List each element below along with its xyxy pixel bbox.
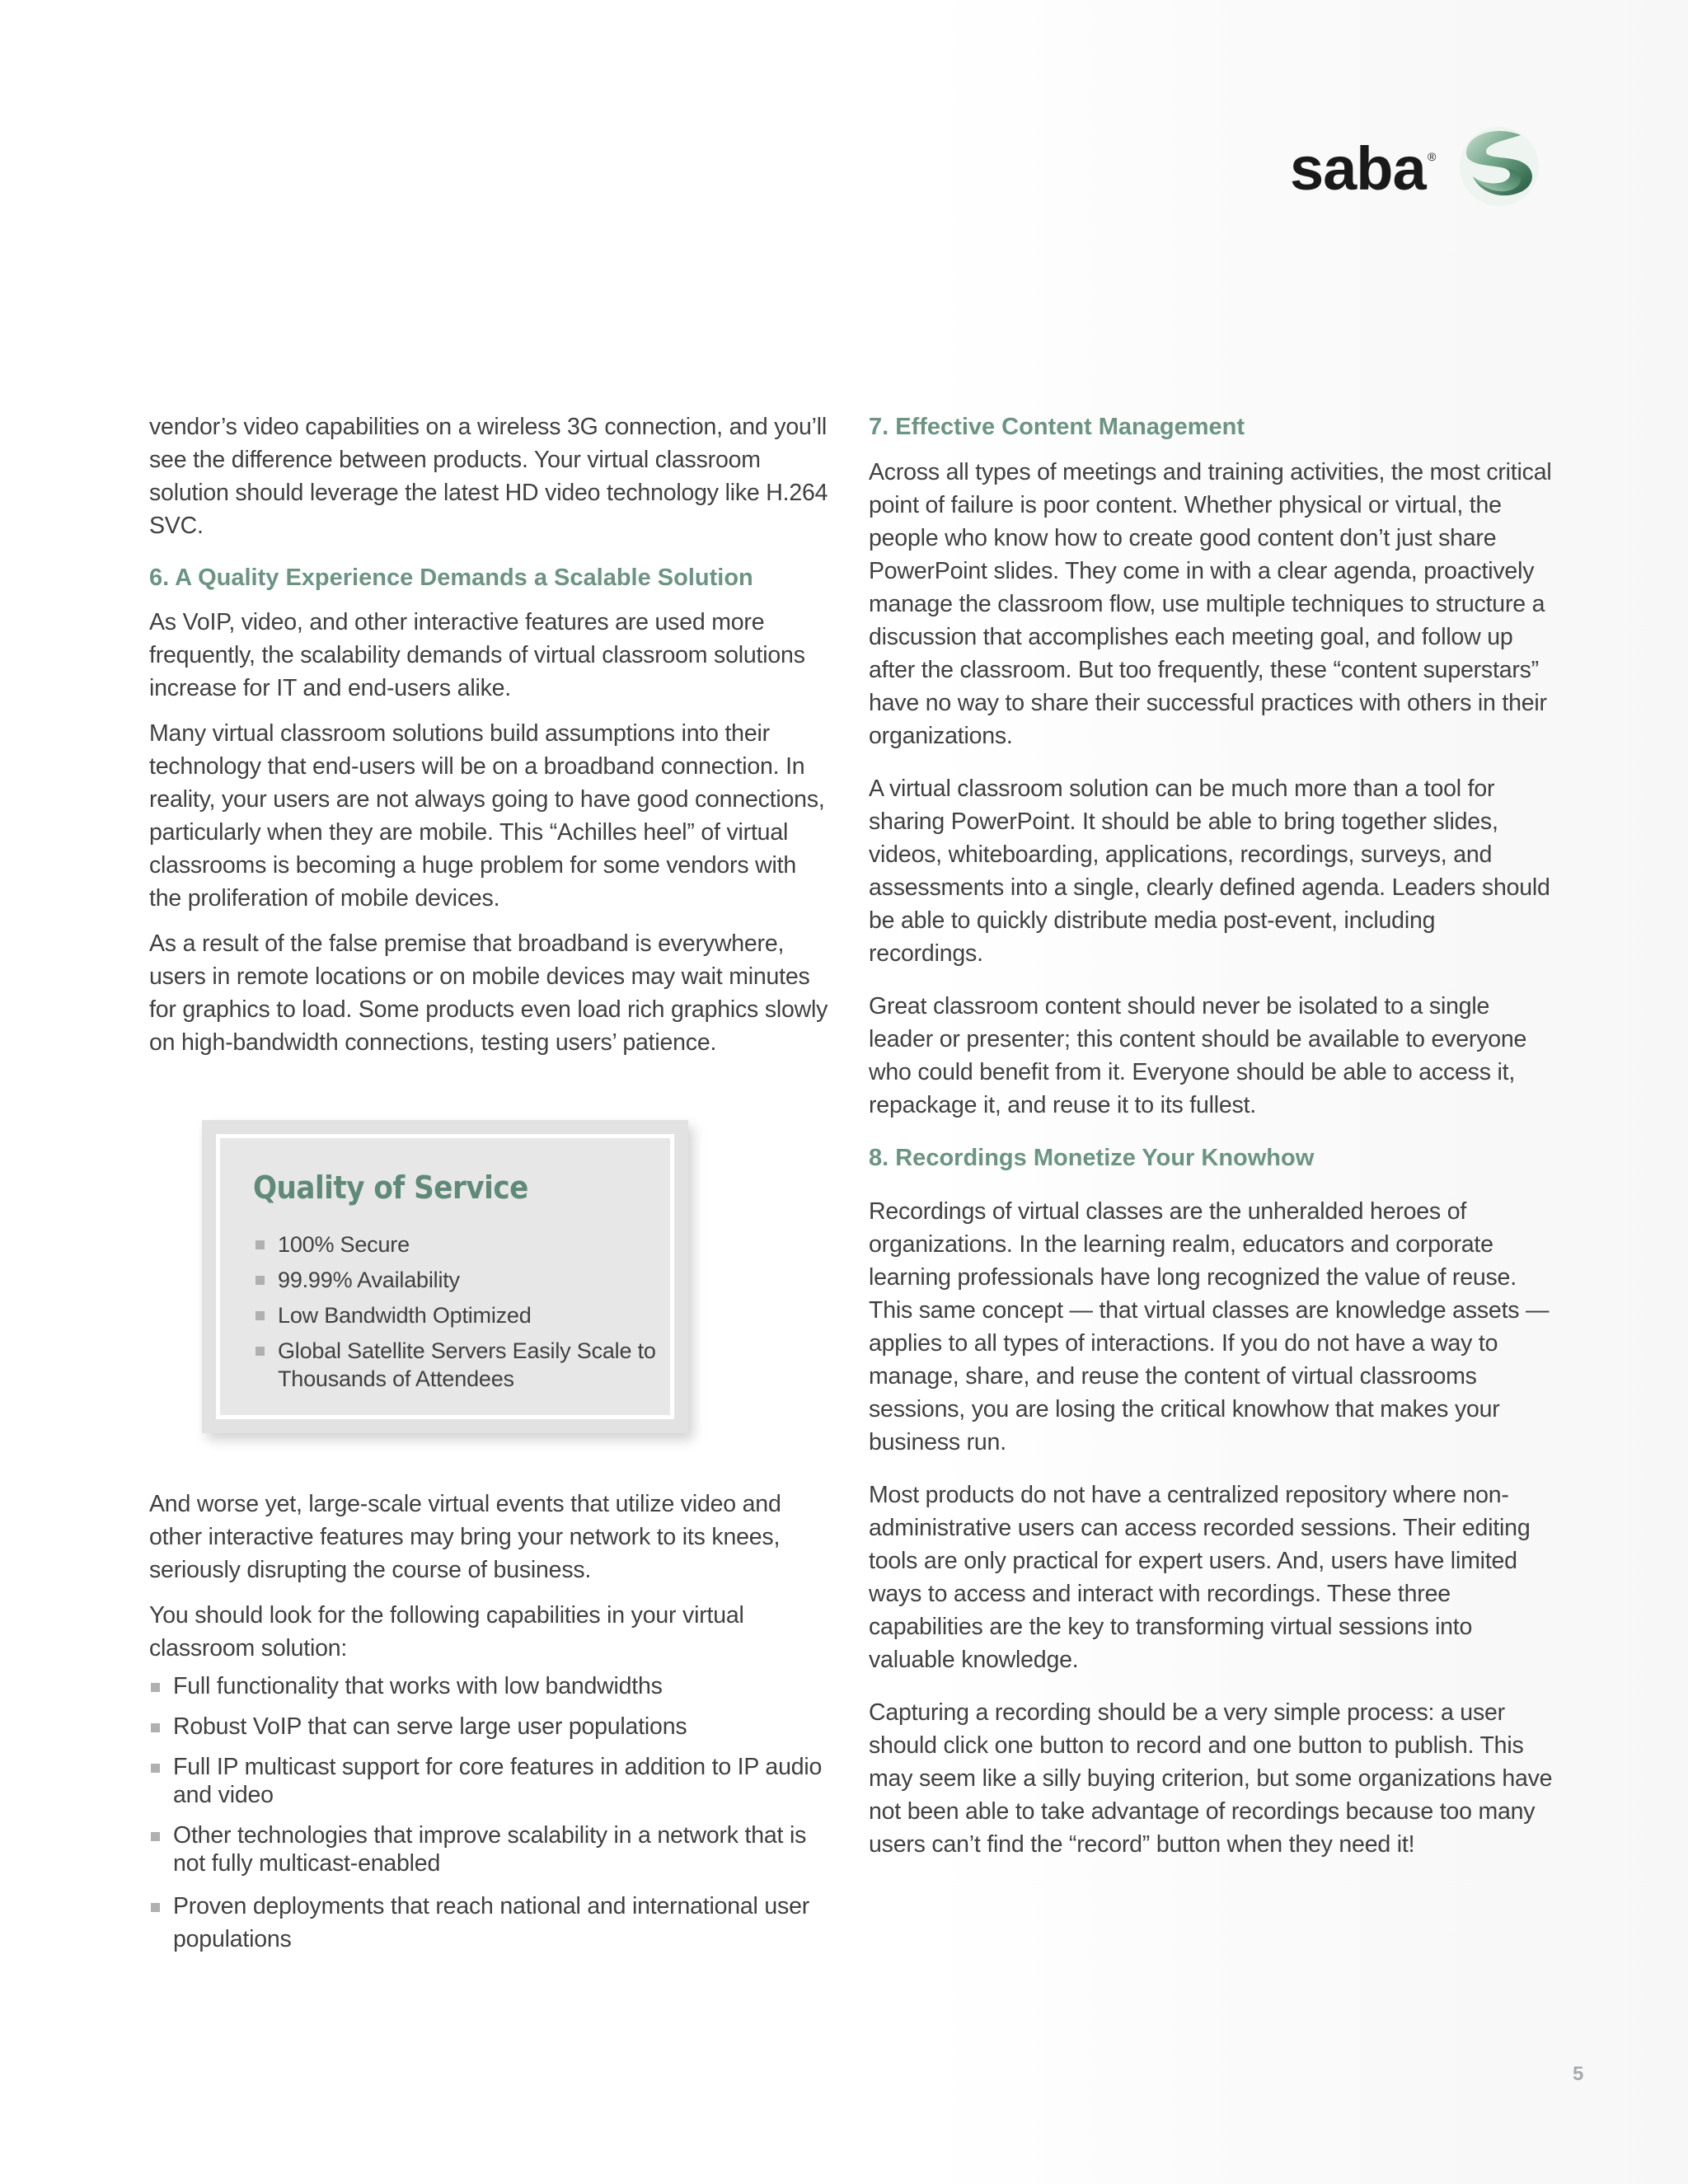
bullet-square-icon bbox=[256, 1240, 265, 1249]
bullet-square-icon bbox=[151, 1723, 160, 1732]
capability-item: Other technologies that improve scalability in a network that is not fully multicast-enabled bbox=[149, 1821, 833, 1877]
capability-item: Proven deployments that reach national and international user populations bbox=[149, 1890, 833, 1956]
section-7-paragraph-2: A virtual classroom solution can be much more than a tool for sharing PowerPoint. It should be able to bring together slides, videos, whiteboarding, applications, recordings, surveys, and assessments into a single, clearly defined agenda. Leaders should be able to quickly distribute media post-event, including recordings. bbox=[869, 776, 1550, 967]
bullet-square-icon bbox=[151, 1764, 160, 1773]
capability-item: Full functionality that works with low bandwidths bbox=[149, 1672, 833, 1700]
after-box-paragraph-1: And worse yet, large-scale virtual events that utilize video and other interactive features may bring your network to its knees, seriously disrupting the course of business. bbox=[149, 1491, 781, 1583]
capabilities-list bbox=[149, 1672, 833, 1956]
right-column bbox=[869, 410, 1553, 1861]
capability-item: Full IP multicast support for core features in addition to IP audio and video bbox=[149, 1753, 833, 1809]
intro-paragraph: vendor’s video capabilities on a wireless 3G connection, and you’ll see the difference between products. Your virtual classroom solution should leverage the latest HD video technology like H.264 SVC. bbox=[149, 414, 828, 539]
qos-item: 99.99% Availability bbox=[253, 1266, 665, 1294]
page-number: 5 bbox=[1573, 2063, 1584, 2085]
bullet-square-icon bbox=[256, 1276, 265, 1285]
section-8-paragraph-2: Most products do not have a centralized repository where non-administrative users can access recorded sessions. Their editing tools are only practical for expert users. And, users have limited ways to access and interact with recordings. These three capabilities are the key to transforming virtual sessions into valuable knowledge. bbox=[869, 1482, 1531, 1673]
section-7-paragraph-3: Great classroom content should never be isolated to a single leader or presenter; this content should be available to everyone who could benefit from it. Everyone should be able to access it, repackage it, and reuse it to its fullest. bbox=[869, 993, 1527, 1118]
qos-item: 100% Secure bbox=[253, 1230, 665, 1258]
qos-item: Global Satellite Servers Easily Scale to Thousands of Attendees bbox=[253, 1337, 665, 1393]
saba-s-logo-icon bbox=[1456, 124, 1542, 209]
bullet-square-icon bbox=[151, 1903, 160, 1912]
qos-title: Quality of Service bbox=[253, 1169, 528, 1206]
capability-item: Robust VoIP that can serve large user populations bbox=[149, 1713, 833, 1741]
bullet-square-icon bbox=[151, 1683, 160, 1692]
section-8-heading: 8. Recordings Monetize Your Knowhow bbox=[869, 1145, 1315, 1171]
bullet-square-icon bbox=[256, 1347, 265, 1356]
left-column bbox=[149, 410, 833, 1956]
section-7-paragraph-1: Across all types of meetings and training activities, the most critical point of failure is poor content. Whether physical or virtual, the people who know how to create good content don’t just share PowerPoint slides. They come in with a clear agenda, proactively manage the classroom flow, use multiple techniques to structure a discussion that accomplishes each meeting goal, and follow up after the classroom. But too frequently, these “content superstars” have no way to share their successful practices with others in their organizations. bbox=[869, 459, 1552, 749]
section-7-heading: 7. Effective Content Management bbox=[869, 414, 1245, 440]
section-6-paragraph-1: As VoIP, video, and other interactive features are used more frequently, the scalability demands of virtual classroom solutions increase for IT and end-users alike. bbox=[149, 609, 805, 701]
section-6-paragraph-2: Many virtual classroom solutions build assumptions into their technology that end-users will be on a broadband connection. In reality, your users are not always going to have good connections, particularly when they are mobile. This “Achilles heel” of virtual classrooms is becoming a huge problem for some vendors with the proliferation of mobile devices. bbox=[149, 720, 825, 912]
section-6-heading: 6. A Quality Experience Demands a Scalable Solution bbox=[149, 565, 753, 591]
section-8-paragraph-3: Capturing a recording should be a very simple process: a user should click one button to record and one button to publish. This may seem like a silly buying criterion, but some organizations have not been able to take advantage of recordings because too many users can’t find the “record” button when they need it! bbox=[869, 1699, 1553, 1858]
qos-item: Low Bandwidth Optimized bbox=[253, 1301, 665, 1329]
section-8-paragraph-1: Recordings of virtual classes are the unheralded heroes of organizations. In the learning realm, educators and corporate learning professionals have long recognized the value of reuse. This same concept — that virtual classes are knowledge assets — applies to all types of interactions. If you do not have a way to manage, share, and reuse the content of virtual classrooms sessions, you are losing the critical knowhow that makes your business run. bbox=[869, 1198, 1550, 1455]
qos-list bbox=[253, 1230, 665, 1400]
section-6-paragraph-3: As a result of the false premise that broadband is everywhere, users in remote locations or on mobile devices may wait minutes for graphics to load. Some products even load rich graphics slowly on high-bandwidth connections, testing users’ patience. bbox=[149, 930, 828, 1056]
quality-of-service-box bbox=[202, 1120, 688, 1433]
logo-wordmark: saba bbox=[1290, 134, 1426, 203]
logo-registered-mark: ® bbox=[1428, 150, 1437, 163]
bullet-square-icon bbox=[256, 1311, 265, 1320]
bullet-square-icon bbox=[151, 1832, 160, 1841]
qos-inner-frame bbox=[216, 1134, 674, 1419]
saba-logo bbox=[1286, 124, 1541, 214]
after-box-paragraph-2: You should look for the following capabilities in your virtual classroom solution: bbox=[149, 1602, 744, 1661]
